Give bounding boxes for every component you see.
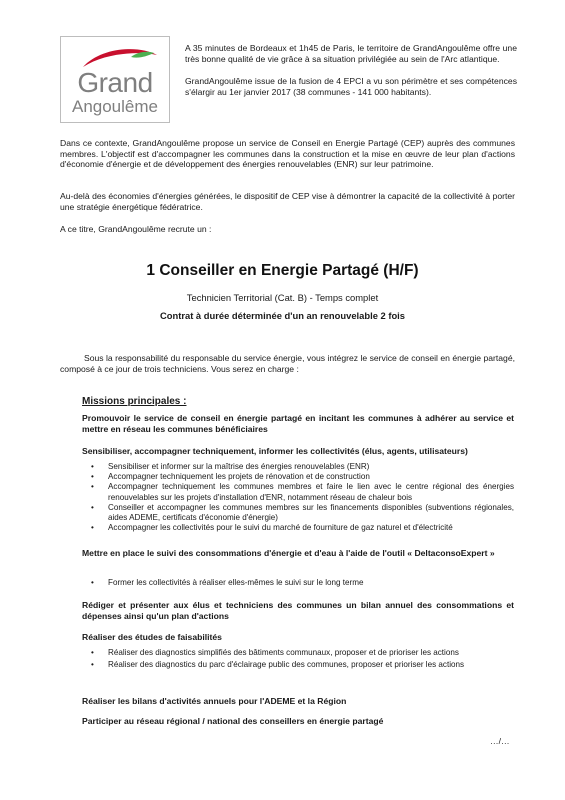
- mission-suivi-consommations: Mettre en place le suivi des consommations d'énergie et d'eau à l'aide de l'outil « DeltaconsoExpert »: [82, 548, 495, 558]
- mission-promote: Promouvoir le service de conseil en énergie partagé en incitant les communes à adhérer au service et mettre en réseau les communes bénéficiaires: [82, 413, 514, 434]
- context-text-3: A ce titre, GrandAngoulême recrute un :: [60, 224, 212, 234]
- grandangouleme-logo: [60, 36, 170, 123]
- page-continuation: …/…: [490, 736, 510, 746]
- mission-etudes-faisabilite: Réaliser des études de faisabilités: [82, 632, 222, 642]
- context-paragraph-3: [60, 224, 515, 235]
- list-item: • Accompagner techniquement les communes membres et faire le lien avec le centre régional des énergies renouvelables sur les projets d'installation d'ENR, notamment réseau de chaleur bois: [91, 482, 514, 502]
- bullet-icon: •: [91, 660, 94, 670]
- bullet-icon: •: [91, 523, 94, 533]
- mission-bilans-ademe: Réaliser les bilans d'activités annuels pour l'ADEME et la Région: [82, 696, 347, 706]
- job-contract: Contrat à durée déterminée d'un an renouvelable 2 fois: [160, 310, 405, 321]
- bullet-icon: •: [91, 502, 94, 512]
- logo-text-grand: Grand: [77, 67, 153, 98]
- list-item: • Réaliser des diagnostics du parc d'éclairage public des communes, proposer et prioriser les actions: [91, 660, 465, 670]
- intro-paragraph-fusion: GrandAngoulême issue de la fusion de 4 EPCI a vu son périmètre et ses compétences s'élargir au 1er janvier 2017 (38 communes - 141 000 habitants).: [185, 76, 517, 97]
- context-paragraph-2: [60, 191, 515, 212]
- bullet-icon: •: [91, 648, 94, 657]
- bullet-icon: •: [91, 578, 94, 587]
- job-subtitle: Technicien Territorial (Cat. B) - Temps complet: [186, 292, 379, 303]
- context-text-2: Au-delà des économies d'énergies générées, le dispositif de CEP vise à démontrer la capacité de la collectivité à porter une stratégie énergétique fédératrice.: [60, 191, 515, 212]
- mission-suivi-list: [82, 578, 514, 588]
- bullet-icon: •: [91, 472, 94, 482]
- list-item: • Former les collectivités à réaliser elles-mêmes le suivi sur le long terme: [91, 578, 364, 587]
- list-item: • Accompagner les collectivités pour le suivi du marché de fourniture de gaz naturel et d'électricité: [91, 523, 453, 533]
- bullet-icon: •: [91, 462, 94, 471]
- mission-sensibiliser-list: [82, 462, 514, 533]
- mission-sensibiliser: Sensibiliser, accompagner techniquement, informer les collectivités (élus, agents, utilisateurs): [82, 446, 468, 456]
- missions-heading: Missions principales :: [82, 396, 187, 407]
- list-item: • Accompagner techniquement les projets de rénovation et de construction: [91, 472, 370, 482]
- intro-paragraph-location: A 35 minutes de Bordeaux et 1h45 de Paris, le territoire de GrandAngoulême offre une très bonne qualité de vie grâce à sa situation privilégiée au sein de l'Arc atlantique.: [185, 43, 517, 64]
- context-text-1: Dans ce contexte, GrandAngoulême propose un service de Conseil en Energie Partagé (CEP) auprès des communes membres. L'objectif est d'accompagner les communes dans la construction et la mise en œuvre de leur plan d'actions d'économie d'énergie et de développement des énergies renouvelables (ENR) sur leur patrimoine.: [60, 138, 515, 169]
- mission-etudes-list: [82, 648, 514, 670]
- list-item: • Sensibiliser et informer sur la maîtrise des énergies renouvelables (ENR): [91, 462, 370, 471]
- context-paragraph-1: [60, 138, 515, 170]
- responsibility-paragraph: Sous la responsabilité du responsable du service énergie, vous intégrez le service de conseil en énergie partagé, composé à ce jour de trois techniciens. Vous serez en charge :: [60, 353, 515, 374]
- bullet-icon: •: [91, 482, 94, 492]
- list-item: • Conseiller et accompagner les communes membres sur les financements disponibles (subventions régionales, aides ADEME, certificats d'économie d'énergie): [91, 502, 514, 523]
- job-title: 1 Conseiller en Energie Partagé (H/F): [146, 262, 419, 279]
- list-item: • Réaliser des diagnostics simplifiés des bâtiments communaux, proposer et de prioriser les actions: [91, 648, 459, 657]
- logo-text-angouleme: Angoulême: [71, 97, 158, 116]
- intro-section: [185, 43, 517, 109]
- mission-reseau: Participer au réseau régional / national des conseillers en énergie partagé: [82, 716, 384, 726]
- mission-bilan-annuel: Rédiger et présenter aux élus et techniciens des communes un bilan annuel des consommations et dépenses ainsi qu'un plan d'actions: [82, 600, 514, 621]
